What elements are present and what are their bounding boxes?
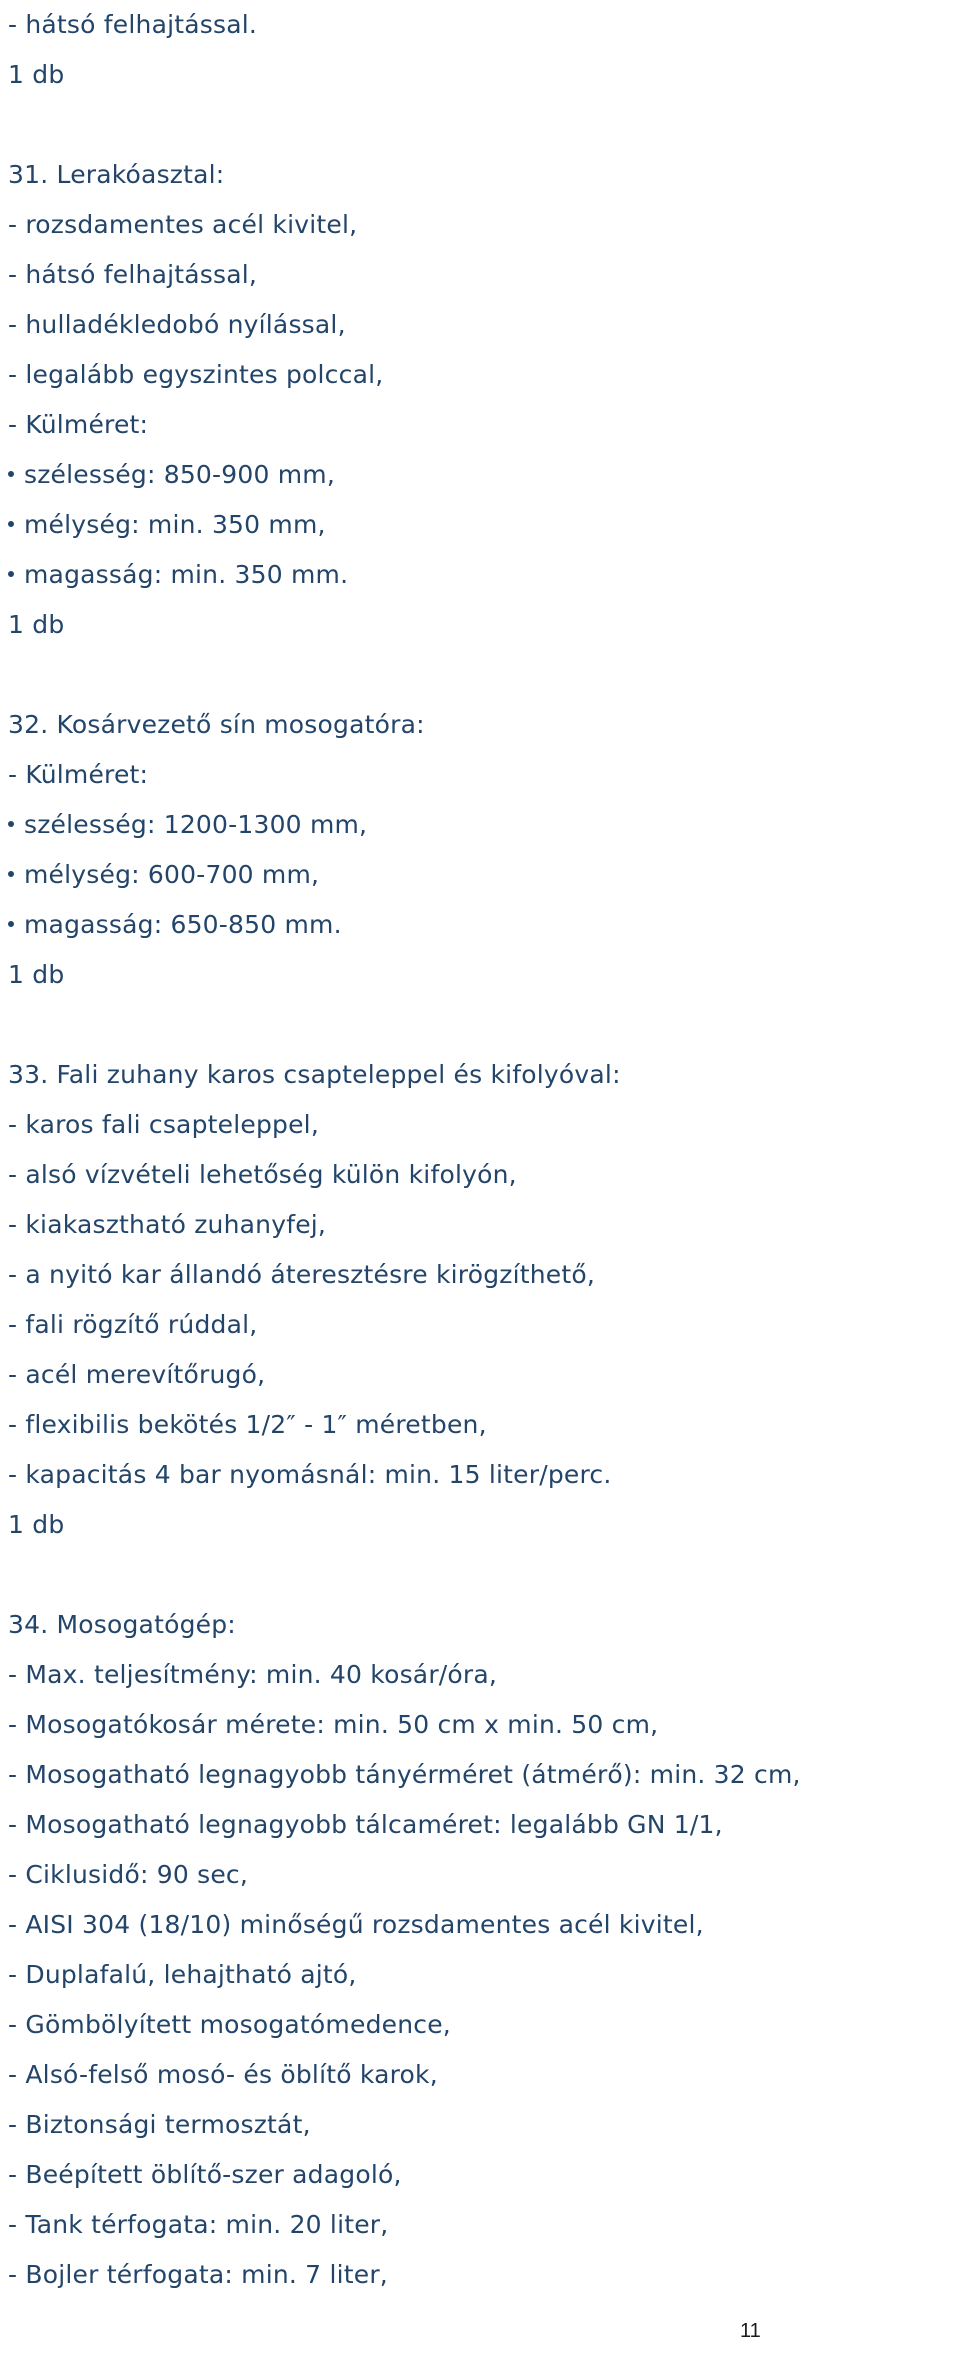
bullet-item — [8, 500, 948, 550]
text-line: - Alsó-felső mosó- és öblítő karok, — [8, 2060, 438, 2089]
page-number: 11 — [740, 2320, 761, 2342]
text-line: - hátsó felhajtással. — [8, 10, 258, 39]
section-heading: 32. Kosárvezető sín mosogatóra: — [8, 710, 425, 739]
text-line: - Beépített öblítő-szer adagoló, — [8, 2160, 402, 2189]
quantity-line: 1 db — [8, 1510, 65, 1539]
quantity-line: 1 db — [8, 60, 65, 89]
text-line: - Mosogatható legnagyobb tálcaméret: legalább GN 1/1, — [8, 1810, 723, 1839]
section-heading: 31. Lerakóasztal: — [8, 160, 225, 189]
bullet-item — [8, 550, 948, 600]
bullet-item — [8, 450, 948, 500]
bullet-text: szélesség: 850-900 mm, — [24, 460, 335, 489]
section-heading: 33. Fali zuhany karos csapteleppel és kifolyóval: — [8, 1060, 621, 1089]
text-line: - AISI 304 (18/10) minőségű rozsdamentes acél kivitel, — [8, 1910, 704, 1939]
bullet-text: szélesség: 1200-1300 mm, — [24, 810, 368, 839]
quantity-line: 1 db — [8, 960, 65, 989]
quantity-line: 1 db — [8, 610, 65, 639]
section-heading: 34. Mosogatógép: — [8, 1610, 236, 1639]
text-line: - Mosogatókosár mérete: min. 50 cm x min. 50 cm, — [8, 1710, 659, 1739]
bullet-icon — [8, 921, 14, 927]
bullet-item — [8, 850, 948, 900]
text-line: - Külméret: — [8, 760, 149, 789]
text-line: - kiakasztható zuhanyfej, — [8, 1210, 327, 1239]
text-line: - Tank térfogata: min. 20 liter, — [8, 2210, 389, 2239]
text-line: - Bojler térfogata: min. 7 liter, — [8, 2260, 388, 2289]
bullet-item — [8, 800, 948, 850]
text-line: - karos fali csapteleppel, — [8, 1110, 319, 1139]
text-line: - flexibilis bekötés 1/2″ - 1″ méretben, — [8, 1410, 487, 1439]
text-line: - Külméret: — [8, 410, 149, 439]
bullet-text: magasság: 650-850 mm. — [24, 910, 342, 939]
text-line: - legalább egyszintes polccal, — [8, 360, 384, 389]
document-body — [8, 0, 948, 2300]
bullet-text: mélység: min. 350 mm, — [24, 510, 326, 539]
bullet-text: magasság: min. 350 mm. — [24, 560, 349, 589]
text-line: - acél merevítőrugó, — [8, 1360, 266, 1389]
text-line: - Max. teljesítmény: min. 40 kosár/óra, — [8, 1660, 498, 1689]
text-line: - Ciklusidő: 90 sec, — [8, 1860, 248, 1889]
text-line: - hátsó felhajtással, — [8, 260, 258, 289]
text-line: - hulladékledobó nyílással, — [8, 310, 346, 339]
bullet-icon — [8, 871, 14, 877]
text-line: - a nyitó kar állandó áteresztésre kirögzíthető, — [8, 1260, 596, 1289]
text-line: - rozsdamentes acél kivitel, — [8, 210, 358, 239]
bullet-icon — [8, 571, 14, 577]
bullet-icon — [8, 471, 14, 477]
bullet-text: mélység: 600-700 mm, — [24, 860, 320, 889]
text-line: - fali rögzítő rúddal, — [8, 1310, 258, 1339]
text-line: - Duplafalú, lehajtható ajtó, — [8, 1960, 357, 1989]
bullet-icon — [8, 521, 14, 527]
text-line: - Gömbölyített mosogatómedence, — [8, 2010, 451, 2039]
text-line: - alsó vízvételi lehetőség külön kifolyón, — [8, 1160, 517, 1189]
text-line: - Biztonsági termosztát, — [8, 2110, 311, 2139]
text-line: - kapacitás 4 bar nyomásnál: min. 15 liter/perc. — [8, 1460, 612, 1489]
bullet-item — [8, 900, 948, 950]
text-line: - Mosogatható legnagyobb tányérméret (átmérő): min. 32 cm, — [8, 1760, 801, 1789]
bullet-icon — [8, 821, 14, 827]
